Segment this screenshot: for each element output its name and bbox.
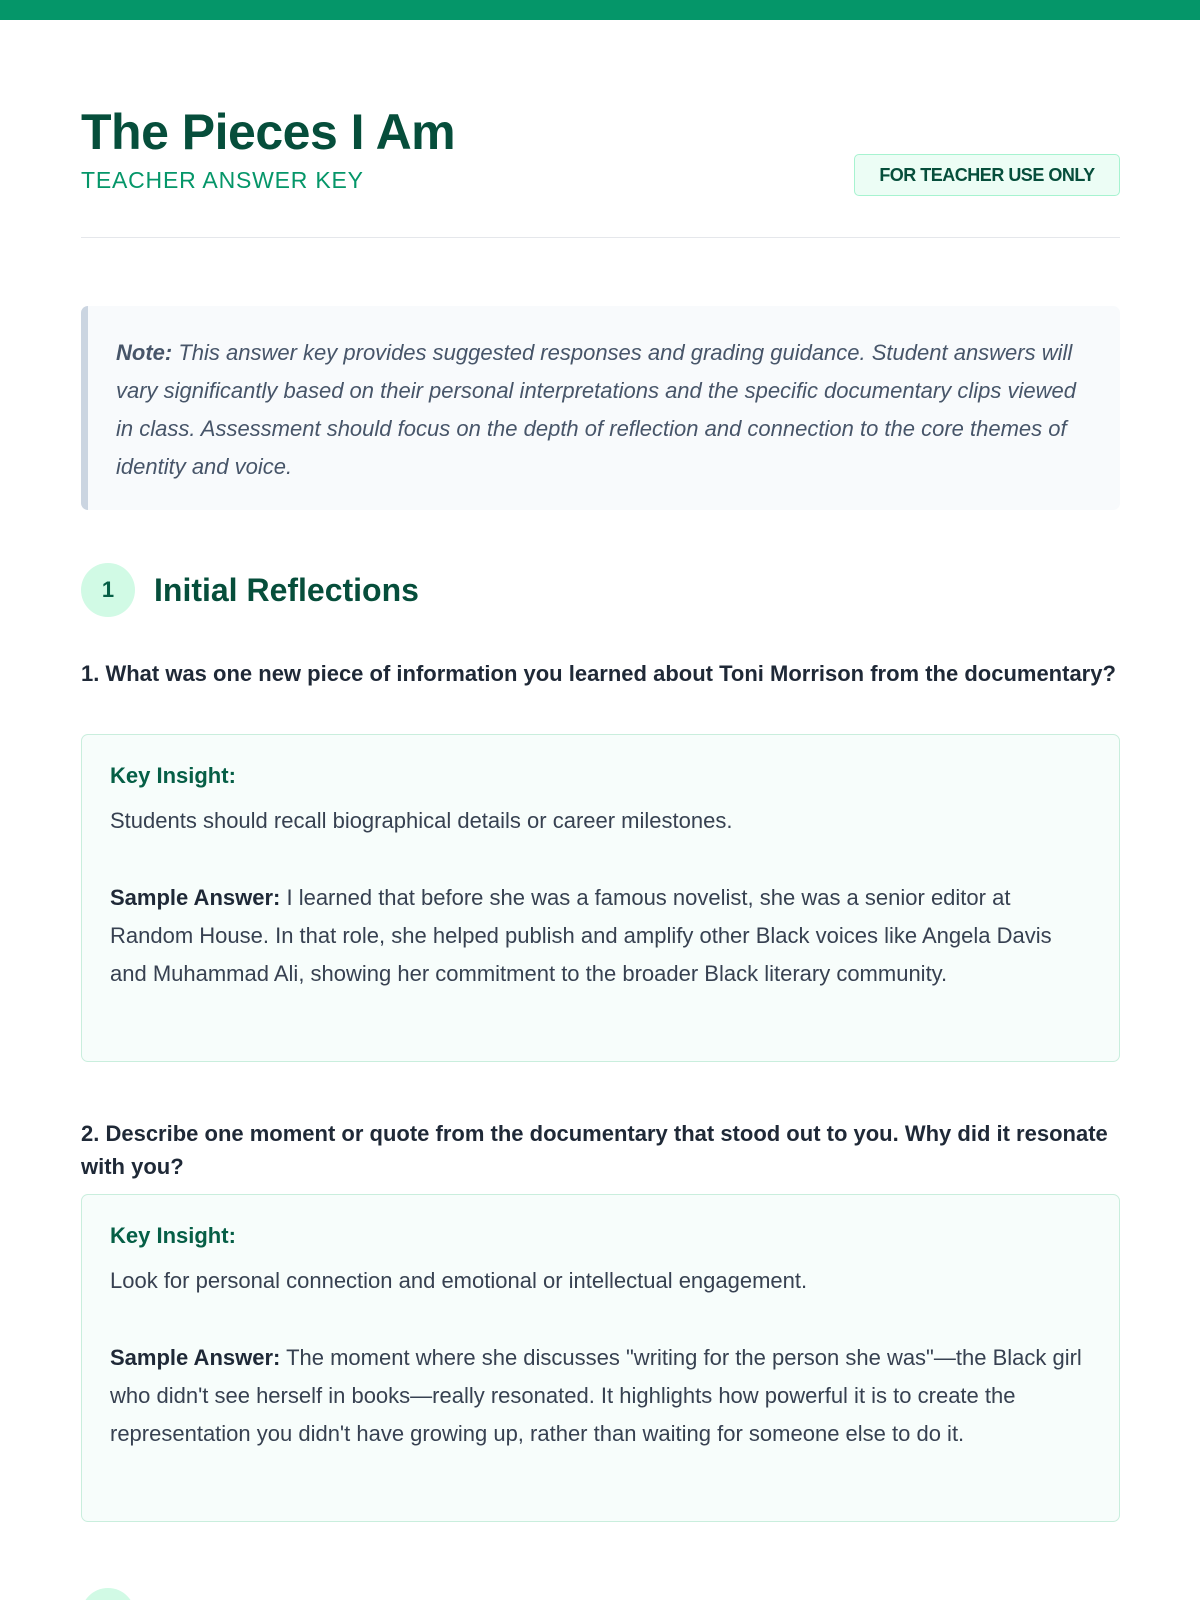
sample-answer	[110, 879, 1091, 993]
document-header	[81, 0, 1120, 238]
sample-answer-label: Sample Answer:	[110, 885, 281, 910]
document-subtitle: TEACHER ANSWER KEY	[81, 167, 364, 193]
answer-box-2	[81, 1194, 1120, 1522]
sample-answer-text: The moment where she discusses "writing for the person she was"—the Black girl who didn't see herself in books—really resonated. It highlights how powerful it is to create the representation you didn't have growing up, rather than waiting for someone else to do it.	[110, 1345, 1082, 1446]
grading-note	[81, 306, 1120, 510]
sample-answer-label: Sample Answer:	[110, 1345, 281, 1370]
question-1: 1. What was one new piece of information you learned about Toni Morrison from the documentary?	[81, 661, 1116, 686]
teacher-only-badge: FOR TEACHER USE ONLY	[854, 154, 1120, 196]
note-text: This answer key provides suggested responses and grading guidance. Student answers will vary significantly based on their personal interpretations and the specific documentary clips viewed in class. Assessment should focus on the depth of reflection and connection to the core themes of identity and voice.	[116, 340, 1076, 479]
document-title: The Pieces I Am	[81, 104, 456, 160]
question-2: 2. Describe one moment or quote from the documentary that stood out to you. Why did it resonate with you?	[81, 1121, 1108, 1179]
answer-key-page	[81, 0, 1120, 1446]
section-title: Initial Reflections	[154, 572, 419, 608]
key-insight-label: Key Insight:	[110, 763, 236, 788]
section-number-badge: 1	[81, 563, 135, 617]
sample-answer	[110, 1339, 1091, 1453]
key-insight-text: Students should recall biographical details or career milestones.	[110, 808, 733, 833]
key-insight-label: Key Insight:	[110, 1223, 236, 1248]
sample-answer-text: I learned that before she was a famous novelist, she was a senior editor at Random House. In that role, she helped publish and amplify other Black voices like Angela Davis and Muhammad Ali, showing her commitment to the broader Black literary community.	[110, 885, 1052, 986]
section-header-initial-reflections	[81, 563, 1120, 617]
answer-box-1	[81, 734, 1120, 1062]
next-section-number-badge	[81, 1588, 135, 1600]
key-insight-text: Look for personal connection and emotional or intellectual engagement.	[110, 1268, 808, 1293]
note-label: Note:	[116, 340, 173, 365]
